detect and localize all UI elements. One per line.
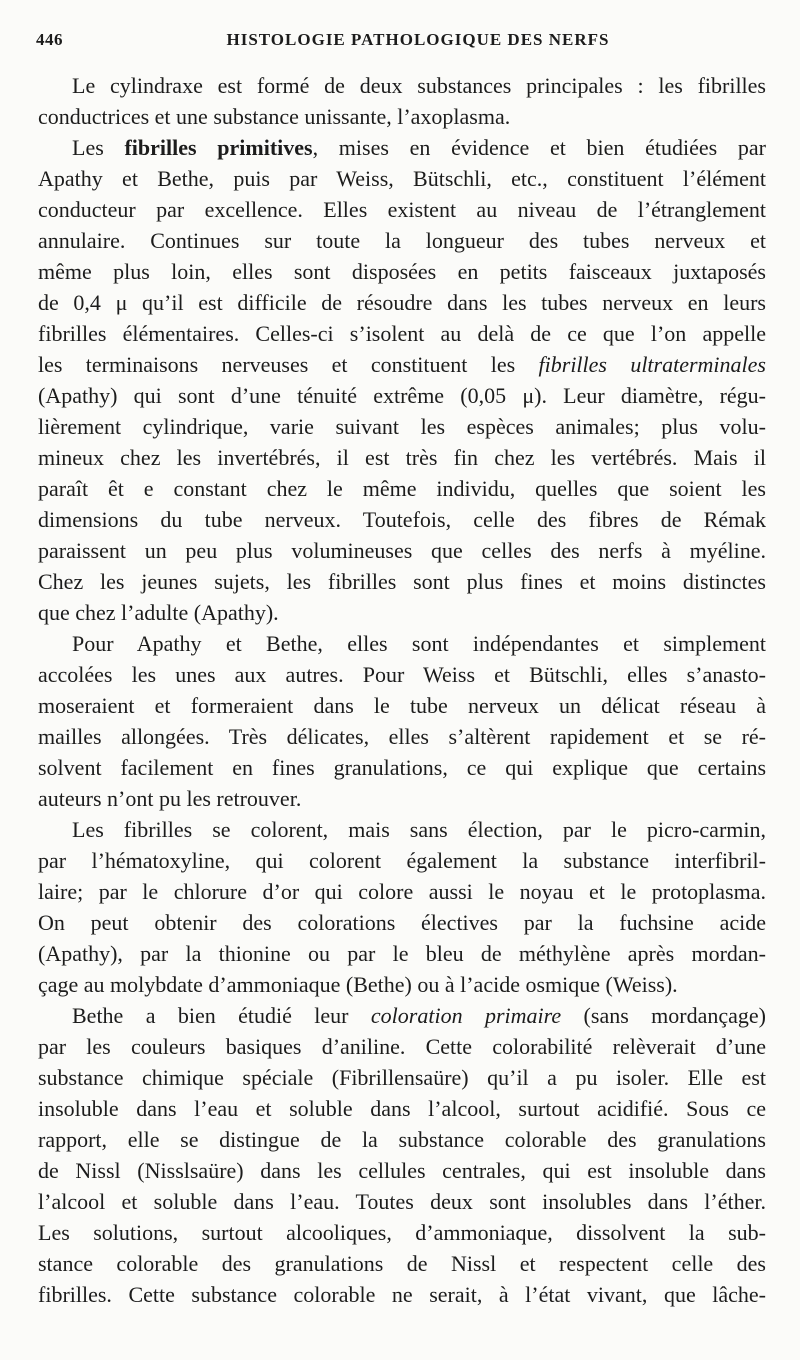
text-run: (Apathy), par la thionine ou par le bleu de méthylène après mordan-: [38, 941, 766, 966]
text-line: [38, 628, 766, 659]
text-run: laire; par le chlorure d’or qui colore aussi le noyau et le protoplasma.: [38, 879, 766, 904]
text-line: [38, 1093, 766, 1124]
text-run: Le cylindraxe est formé de deux substances principales : les fibrilles: [72, 73, 766, 98]
text-run: (sans mordançage): [561, 1003, 766, 1028]
text-line: [38, 1279, 766, 1310]
text-run: paraît êt e constant chez le même individu, quelles que soient les: [38, 476, 766, 501]
text-run: mailles allongées. Très délicates, elles s’altèrent rapidement et se ré-: [38, 724, 766, 749]
text-run: , mises en évidence et bien étudiées par: [312, 135, 766, 160]
text-line: [38, 845, 766, 876]
text-line: [38, 194, 766, 225]
italic-term: coloration primaire: [370, 1003, 562, 1028]
text-line: [38, 1124, 766, 1155]
text-run: annulaire. Continues sur toute la longueur des tubes nerveux et: [38, 228, 766, 253]
text-line: [38, 690, 766, 721]
text-run: Chez les jeunes sujets, les fibrilles sont plus fines et moins distinctes: [38, 569, 766, 594]
text-line: [38, 907, 766, 938]
text-run: Pour Apathy et Bethe, elles sont indépendantes et simplement: [72, 631, 766, 656]
text-run: Les solutions, surtout alcooliques, d’ammoniaque, dissolvent la sub-: [38, 1220, 766, 1245]
text-line: [38, 442, 766, 473]
text-line: [38, 225, 766, 256]
body-text: [38, 70, 766, 1310]
text-line: [38, 1217, 766, 1248]
text-line: [38, 1186, 766, 1217]
text-run: moseraient et formeraient dans le tube nerveux un délicat réseau à: [38, 693, 766, 718]
text-run: même plus loin, elles sont disposées en petits faisceaux juxtaposés: [38, 259, 766, 284]
text-run: solvent facilement en fines granulations, ce qui explique que certains: [38, 755, 766, 780]
running-title: HISTOLOGIE PATHOLOGIQUE DES NERFS: [226, 30, 610, 49]
text-line: [38, 783, 766, 814]
text-line: [38, 101, 766, 132]
text-line: [38, 1062, 766, 1093]
bold-term: fibrilles primitives: [124, 135, 313, 160]
text-run: Bethe a bien étudié leur: [72, 1003, 371, 1028]
text-run: conducteur par excellence. Elles existent au niveau de l’étranglement: [38, 197, 766, 222]
text-run: dimensions du tube nerveux. Toutefois, celle des fibres de Rémak: [38, 507, 766, 532]
text-run: Les fibrilles se colorent, mais sans élection, par le picro-carmin,: [72, 817, 766, 842]
text-line: [38, 1031, 766, 1062]
text-line: [38, 256, 766, 287]
text-run: auteurs n’ont pu les retrouver.: [38, 786, 302, 811]
text-run: çage au molybdate d’ammoniaque (Bethe) ou à l’acide osmique (Weiss).: [38, 972, 678, 997]
text-line: [38, 504, 766, 535]
text-run: Les: [72, 135, 125, 160]
running-head: [36, 30, 770, 56]
text-run: les terminaisons nerveuses et constituent les: [38, 352, 539, 377]
text-line: [38, 659, 766, 690]
text-line: [38, 70, 766, 101]
text-line: [38, 814, 766, 845]
text-line: [38, 1000, 766, 1031]
text-run: mineux chez les invertébrés, il est très fin chez les vertébrés. Mais il: [38, 445, 766, 470]
text-line: [38, 721, 766, 752]
text-line: [38, 287, 766, 318]
text-line: [38, 876, 766, 907]
text-run: que chez l’adulte (Apathy).: [38, 600, 279, 625]
text-line: [38, 163, 766, 194]
text-run: rapport, elle se distingue de la substance colorable des granulations: [38, 1127, 766, 1152]
text-run: fibrilles. Cette substance colorable ne serait, à l’état vivant, que lâche-: [38, 1282, 766, 1307]
text-run: par les couleurs basiques d’aniline. Cette colorabilité relèverait d’une: [38, 1034, 766, 1059]
text-run: par l’hématoxyline, qui colorent également la substance interfibril-: [38, 848, 766, 873]
text-line: [38, 1248, 766, 1279]
text-run: insoluble dans l’eau et soluble dans l’alcool, surtout acidifié. Sous ce: [38, 1096, 766, 1121]
text-line: [38, 752, 766, 783]
text-line: [38, 349, 766, 380]
text-run: stance colorable des granulations de Nissl et respectent celle des: [38, 1251, 766, 1276]
text-run: (Apathy) qui sont d’une ténuité extrême (0,05 μ). Leur diamètre, régu-: [38, 383, 766, 408]
text-run: lièrement cylindrique, varie suivant les espèces animales; plus volu-: [38, 414, 766, 439]
text-line: [38, 938, 766, 969]
text-run: l’alcool et soluble dans l’eau. Toutes deux sont insolubles dans l’éther.: [38, 1189, 766, 1214]
text-line: [38, 132, 766, 163]
text-run: On peut obtenir des colorations électives par la fuchsine acide: [38, 910, 766, 935]
text-line: [38, 566, 766, 597]
text-run: paraissent un peu plus volumineuses que celles des nerfs à myéline.: [38, 538, 766, 563]
text-line: [38, 473, 766, 504]
italic-term: fibrilles ultraterminales: [538, 352, 766, 377]
text-run: Apathy et Bethe, puis par Weiss, Bütschli, etc., constituent l’élément: [38, 166, 766, 191]
text-run: conductrices et une substance unissante, l’axoplasma.: [38, 104, 511, 129]
text-run: accolées les unes aux autres. Pour Weiss et Bütschli, elles s’anasto-: [38, 662, 766, 687]
text-run: fibrilles élémentaires. Celles-ci s’isolent au delà de ce que l’on appelle: [38, 321, 766, 346]
text-line: [38, 969, 766, 1000]
text-line: [38, 535, 766, 566]
page-number: 446: [36, 30, 63, 49]
text-line: [38, 318, 766, 349]
text-run: de Nissl (Nisslsaüre) dans les cellules centrales, qui est insoluble dans: [38, 1158, 766, 1183]
text-line: [38, 380, 766, 411]
text-line: [38, 411, 766, 442]
text-line: [38, 597, 766, 628]
text-run: substance chimique spéciale (Fibrillensaüre) qu’il a pu isoler. Elle est: [38, 1065, 766, 1090]
text-line: [38, 1155, 766, 1186]
text-run: de 0,4 μ qu’il est difficile de résoudre dans les tubes nerveux en leurs: [38, 290, 766, 315]
